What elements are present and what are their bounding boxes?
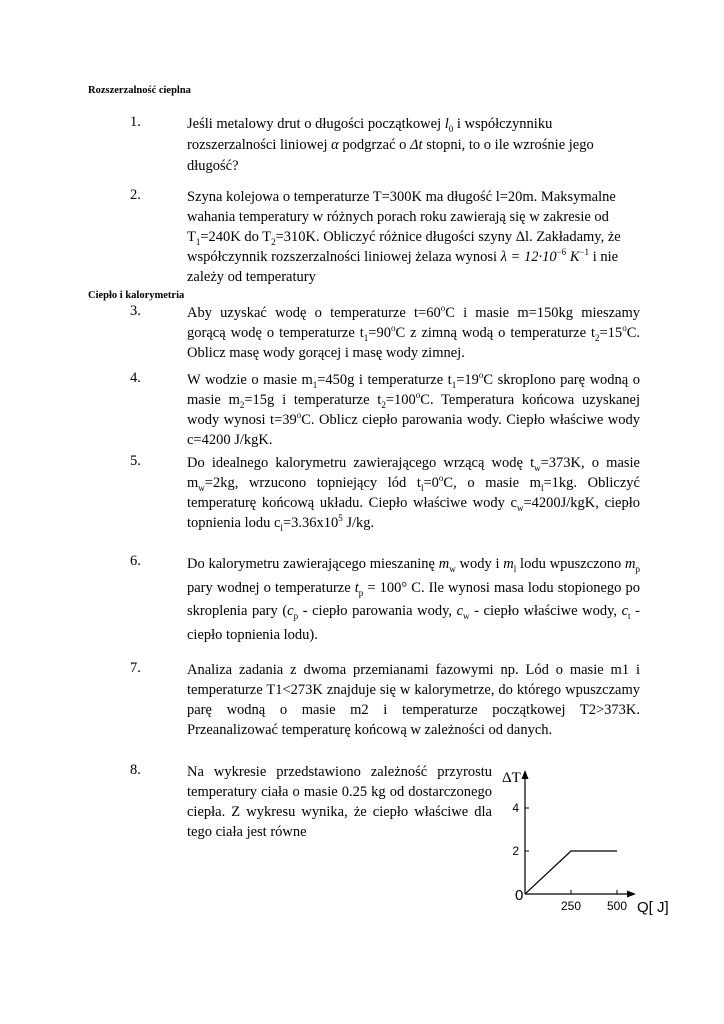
x-axis-arrow <box>627 891 636 898</box>
problem-number: 4. <box>130 370 141 386</box>
x-tick-label: 250 <box>560 899 582 913</box>
x-tick-label: 500 <box>606 899 628 913</box>
problem-text: Do idealnego kalorymetru zawierającego wrzącą wodę $t_w=373K$, o masie $m_w=2kg$, wrzucono topniejący lód $t_l=0^oC$, o masie $m_l=1kg$. Obliczyć temperaturę końcową układu. Ciepło właściwe wody $c_w=4200J$/kgK, ciepło topnienia lodu $c_l=3.36x10^5$ J/kg. <box>187 455 640 533</box>
problem-number: 5. <box>130 453 141 469</box>
problem-text: Analiza zadania z dwoma przemianami fazowymi np. Lód o masie m1 i temperaturze T1<273K znajduje się w kalorymetrze, do którego wpuszczamy parę wodną o masie m2 i temperaturze początkowej T2>373K. Przeanalizować temperaturę końcową w zależności od danych. <box>187 662 640 738</box>
problem-text: Na wykresie przedstawiono zależność przyrostu temperatury ciała o masie 0.25 kg od dostarczonego ciepła. Z wykresu wynika, że ciepło właściwe dla tego ciała jest równe <box>187 764 492 840</box>
problem-number: 6. <box>130 553 141 569</box>
chart <box>500 762 680 922</box>
origin-label: 0 <box>515 887 524 904</box>
section-title-thermal-expansion: Rozszerzalność cieplna <box>88 85 191 96</box>
problem-text: Jeśli metalowy drut o długości początkowej $l_0$ i współczynniku rozszerzalności liniowej α podgrzać o Δt stopni, to o ile wzrośnie jego długość? <box>187 116 594 174</box>
y-tick-label: 2 <box>512 844 519 858</box>
y-axis-arrow <box>522 770 529 779</box>
problem-text: Szyna kolejowa o temperaturze T=300K ma długość l=20m. Maksymalne wahania temperatury w różnych porach roku zawierają się w zakresie od $T_1=240K$ do $T_2=310K$. Obliczyć różnice długości szyny Δl. Zakładamy, że współczynnik rozszerzalności liniowej żelaza wynosi $\lambda = 12\cdot 10^{-6}$ $K^{-1}$ i nie zależy od temperatury <box>187 189 621 285</box>
section-title-heat-calorimetry: Ciepło i kalorymetria <box>88 290 185 301</box>
problem-number: 7. <box>130 660 141 676</box>
problem-text: Do kalorymetru zawierającego mieszaninę $m_w$ wody i $m_l$ lodu wpuszczono $m_p$ pary wodnej o temperaturze $t_p = 100^\circ$ C. Ile wynosi masa lodu stopionego po skroplenia pary ($c_p$ - ciepło parowania wody, $c_w$ - ciepło właściwe wody, $c_t$ - ciepło topnienia lodu). <box>187 556 641 643</box>
problem-text: W wodzie o masie $m_1=450g$ i temperaturze $t_1=19^oC$ skroplono parę wodną o masie $m_2=15g$ i temperaturze $t_2=100^oC$. Temperatura końcowa uzyskanej wody wynosi $t=39^oC$. Oblicz ciepło parowania wody. Ciepło właściwe wody c=4200 J/kgK. <box>187 370 640 448</box>
y-tick-label: 4 <box>512 801 519 815</box>
y-axis-label: ΔT <box>502 770 521 786</box>
series-line <box>525 851 617 894</box>
problem-number: 2. <box>130 187 141 203</box>
problem-number: 3. <box>130 303 141 319</box>
x-axis-label: Q[ J] <box>637 899 669 916</box>
problem-number: 1. <box>130 114 141 130</box>
problem-number: 8. <box>130 762 141 778</box>
problem-text: Aby uzyskać wodę o temperaturze $t=60^oC$ i masie m=150kg mieszamy gorącą wodę o temperaturze $t_1=90^oC$ z zimną wodą o temperaturze $t_2=15^oC$. Oblicz masę wody gorącej i masę wody zimnej. <box>187 303 641 361</box>
